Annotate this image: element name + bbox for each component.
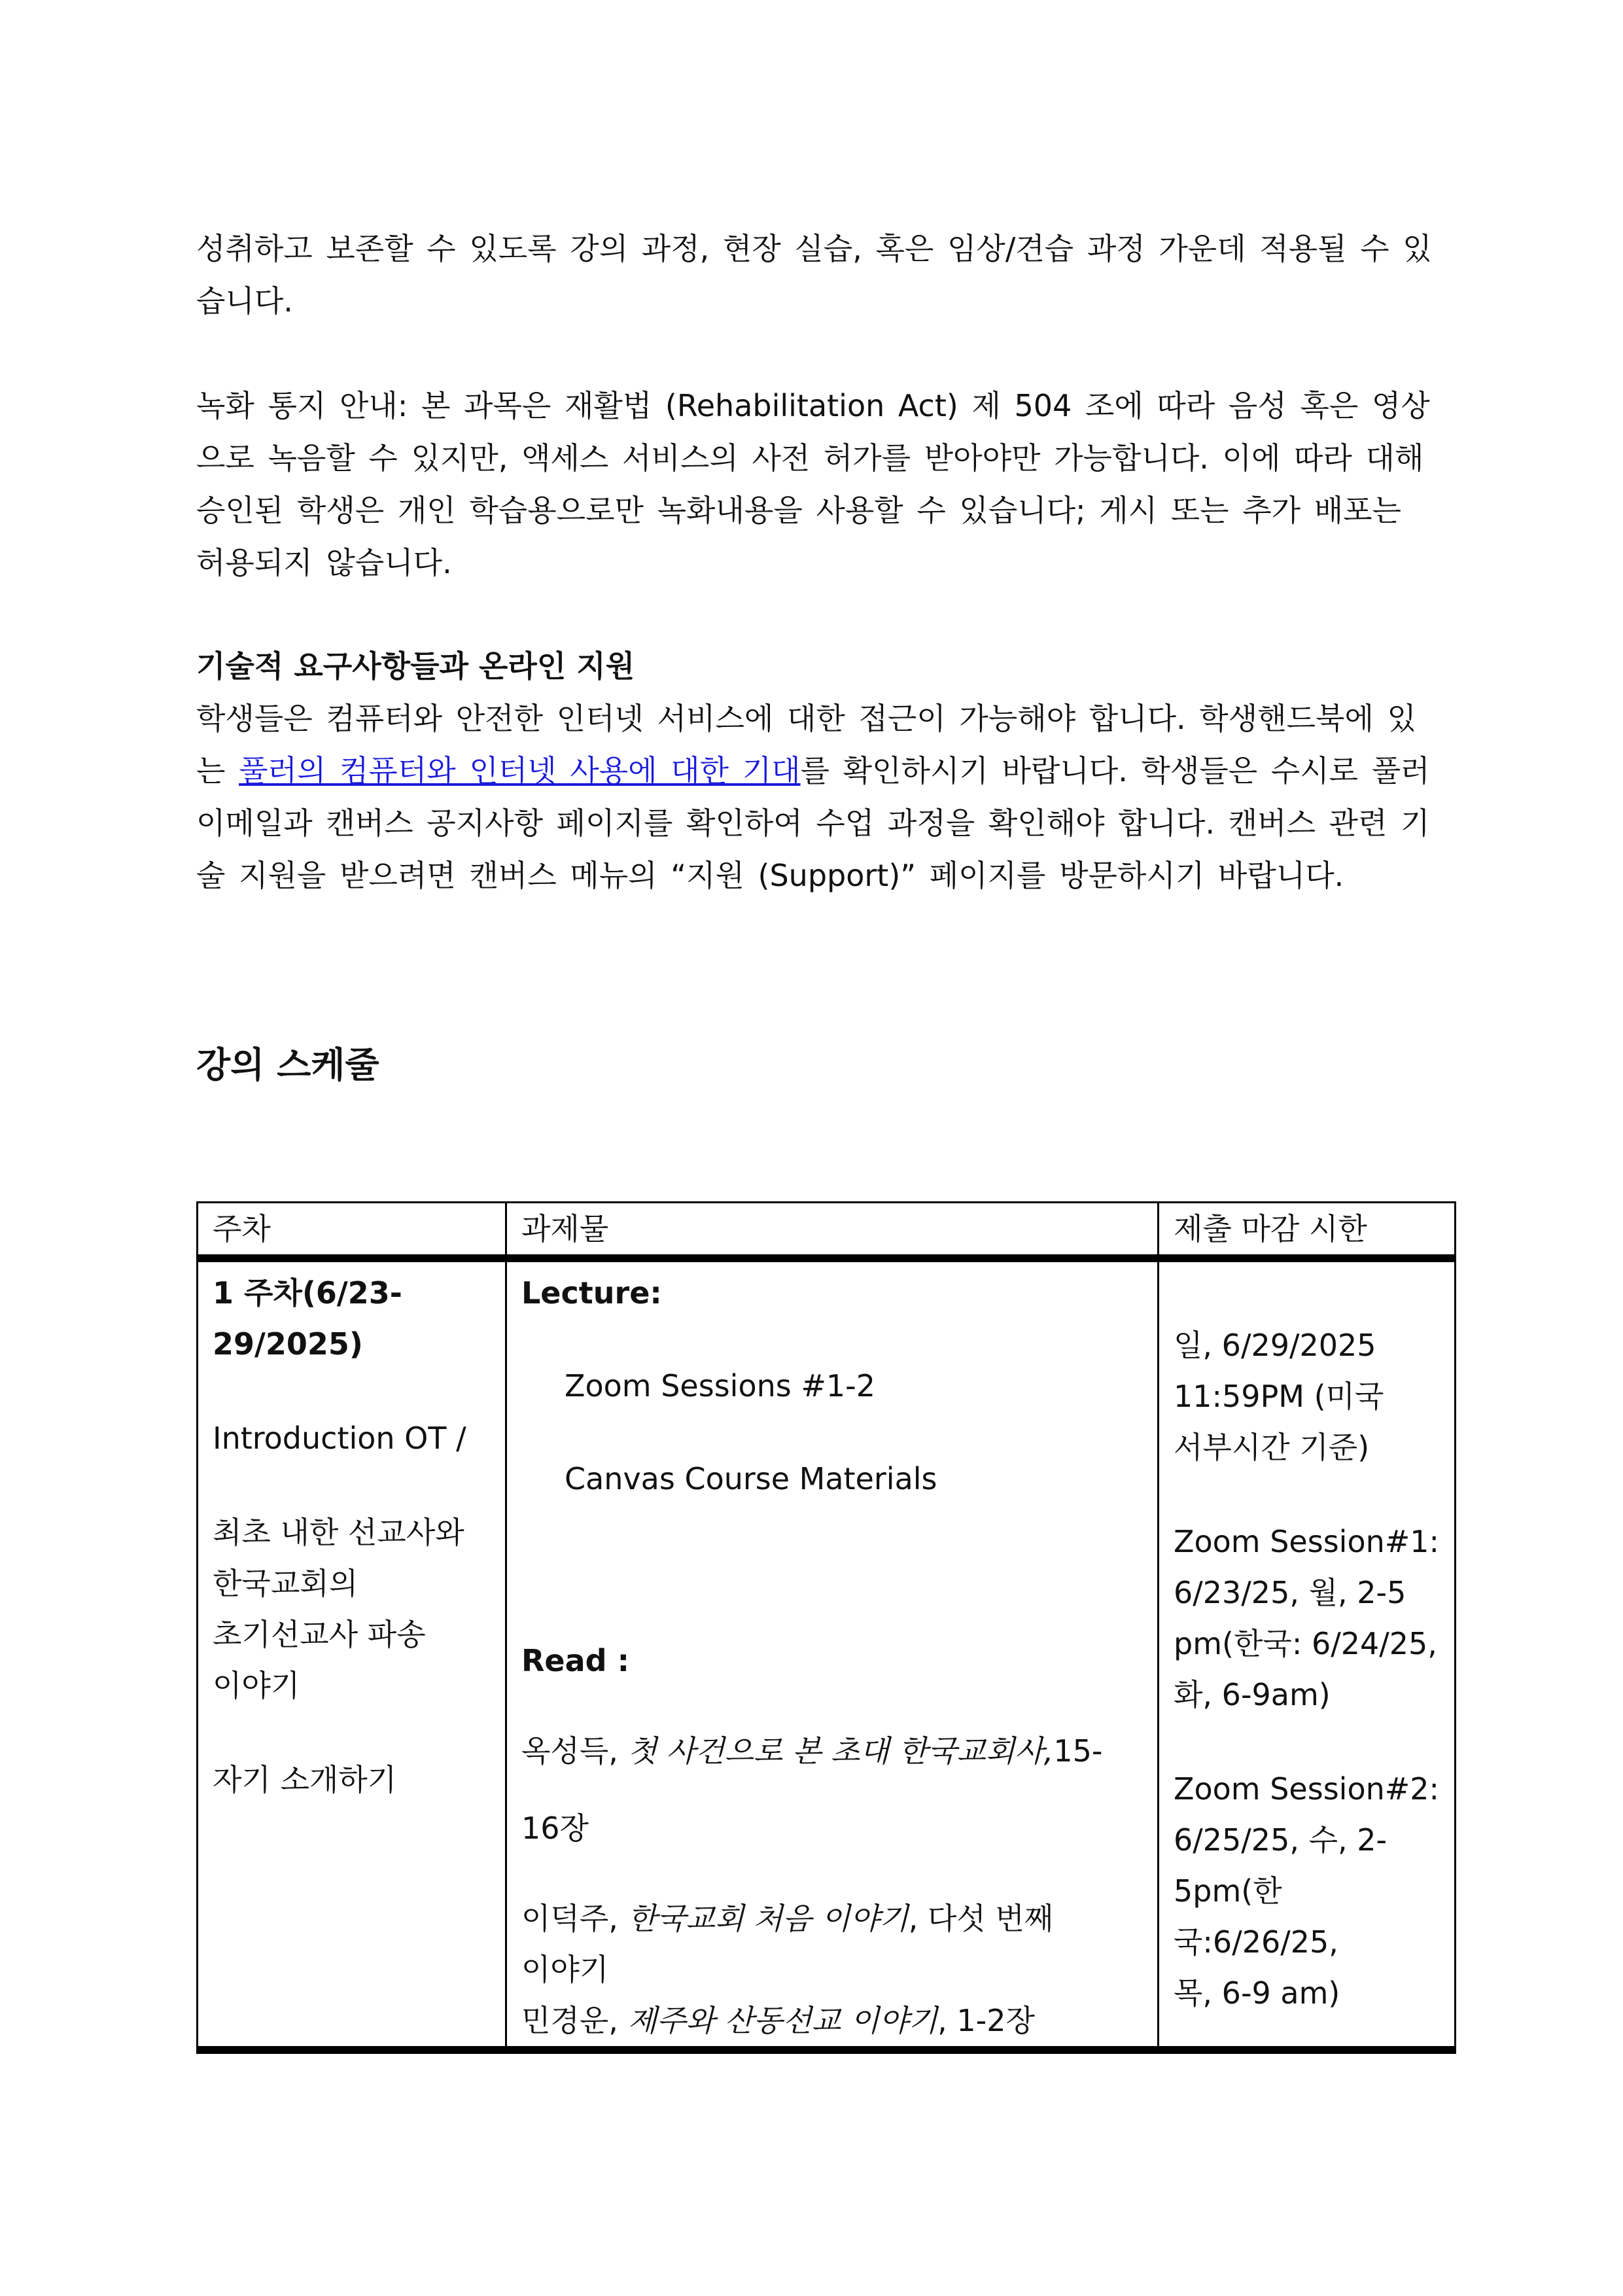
reading-2 [521, 1893, 1143, 1944]
zoom2-line1: Zoom Session#2: [1174, 1771, 1440, 1807]
reading-3 [521, 1995, 1143, 2046]
document-page [196, 222, 1439, 1091]
assignments-cell [506, 1258, 1159, 2050]
tech-requirements-heading: 기술적 요구사항들과 온라인 지원 [196, 648, 635, 684]
topic-missionary-line2: 한국교회의 [213, 1566, 358, 1601]
reading-1 [521, 1725, 1143, 1776]
read-label: Read : [521, 1643, 629, 1678]
tech-text-before: 학생들은 컴퓨터와 안전한 인터넷 서비스에 대한 접근이 가능해야 합니다. 학생핸드북에 있는 [196, 701, 1416, 788]
header-deadline: 제출 마감 시한 [1159, 1203, 1456, 1259]
reading-2-author: 이덕주, [521, 1901, 628, 1936]
zoom1-line2: 6/23/25, 월, 2-5 [1174, 1575, 1406, 1610]
zoom2-line4: 목, 6-9 am) [1174, 1975, 1340, 2011]
week-cell [198, 1258, 506, 2050]
deadline-cell [1159, 1258, 1456, 2050]
week-label-line2: 29/2025) [213, 1326, 363, 1362]
reading-2-rest: , 다섯 번째 [908, 1901, 1054, 1936]
recording-notice-paragraph: 녹화 통지 안내: 본 과목은 재활법 (Rehabilitation Act) 제 504 조에 따라 음성 혹은 영상으로 녹음할 수 있지만, 액세스 서비스의 사전 허가를 받아야만 가능합니다. 이에 따라 대해 승인된 학생은 개인 학습용으로만 녹화내용을 사용할 수 있습니다; 게시 또는 추가 배포는 허용되지 않습니다. [196, 388, 1430, 580]
zoom1-line3: pm(한국: 6/24/25, [1174, 1626, 1437, 1661]
paragraph-continuation: 성취하고 보존할 수 있도록 강의 과정, 현장 실습, 혹은 임상/견습 과정 가운데 적용될 수 있습니다. [196, 231, 1432, 319]
schedule-title: 강의 스케줄 [196, 1044, 379, 1086]
reading-2-title: 한국교회 처음 이야기 [627, 1901, 909, 1936]
reading-2-cont: 이야기 [521, 1952, 609, 1987]
tech-requirements-paragraph [196, 692, 1439, 902]
reading-3-author: 민경운, [521, 2003, 628, 2038]
zoom2-line3: 5pm(한국:6/26/25, [1174, 1873, 1338, 1960]
zoom2-line2: 6/25/25, 수, 2- [1174, 1822, 1387, 1858]
topic-intro: Introduction OT / [213, 1421, 466, 1456]
header-week: 주차 [198, 1203, 506, 1259]
reading-3-rest: , 1-2장 [937, 2003, 1035, 2038]
header-assignments: 과제물 [506, 1203, 1159, 1259]
computer-internet-expectations-link[interactable]: 풀러의 컴퓨터와 인터넷 사용에 대한 기대 [239, 753, 801, 788]
topic-self-intro: 자기 소개하기 [213, 1762, 397, 1797]
topic-missionary-line4: 이야기 [213, 1668, 300, 1703]
schedule-header-row [198, 1203, 1456, 1259]
reading-1-title: 첫 사건으로 본 초대 한국교회사, [627, 1733, 1054, 1769]
topic-missionary-line3: 초기선교사 파송 [213, 1617, 426, 1652]
lecture-item-canvas: Canvas Course Materials [565, 1461, 937, 1496]
reading-3-title: 제주와 산동선교 이야기 [627, 2003, 938, 2038]
zoom1-line4: 화, 6-9am) [1174, 1677, 1331, 1712]
table-row [198, 1258, 1456, 2050]
due-date-line1: 일, 6/29/2025 [1174, 1328, 1376, 1363]
topic-missionary-line1: 최초 내한 선교사와 [213, 1515, 464, 1550]
due-date-line2: 11:59PM (미국 [1174, 1379, 1384, 1414]
due-date-line3: 서부시간 기준) [1174, 1430, 1370, 1465]
zoom1-line1: Zoom Session#1: [1174, 1524, 1440, 1559]
lecture-item-zoom: Zoom Sessions #1-2 [565, 1368, 876, 1404]
reading-1-pages: 15- [1053, 1733, 1103, 1769]
tech-text-after: 를 확인하시기 바랍니다. 학생들은 수시로 풀러 이메일과 캔버스 공지사항 페이지를 확인하여 수업 과정을 확인해야 합니다. 캔버스 관련 기술 지원을 받으려면 캔버스 메뉴의 “지원 (Support)” 페이지를 방문하시기 바랍니다. [196, 753, 1430, 893]
lecture-label: Lecture: [521, 1275, 662, 1311]
schedule-table [196, 1201, 1456, 2054]
reading-1-author: 옥성득, [521, 1733, 628, 1769]
reading-1-pages-cont: 16장 [521, 1810, 589, 1846]
week-label-line1: 1 주차(6/23- [213, 1275, 402, 1311]
